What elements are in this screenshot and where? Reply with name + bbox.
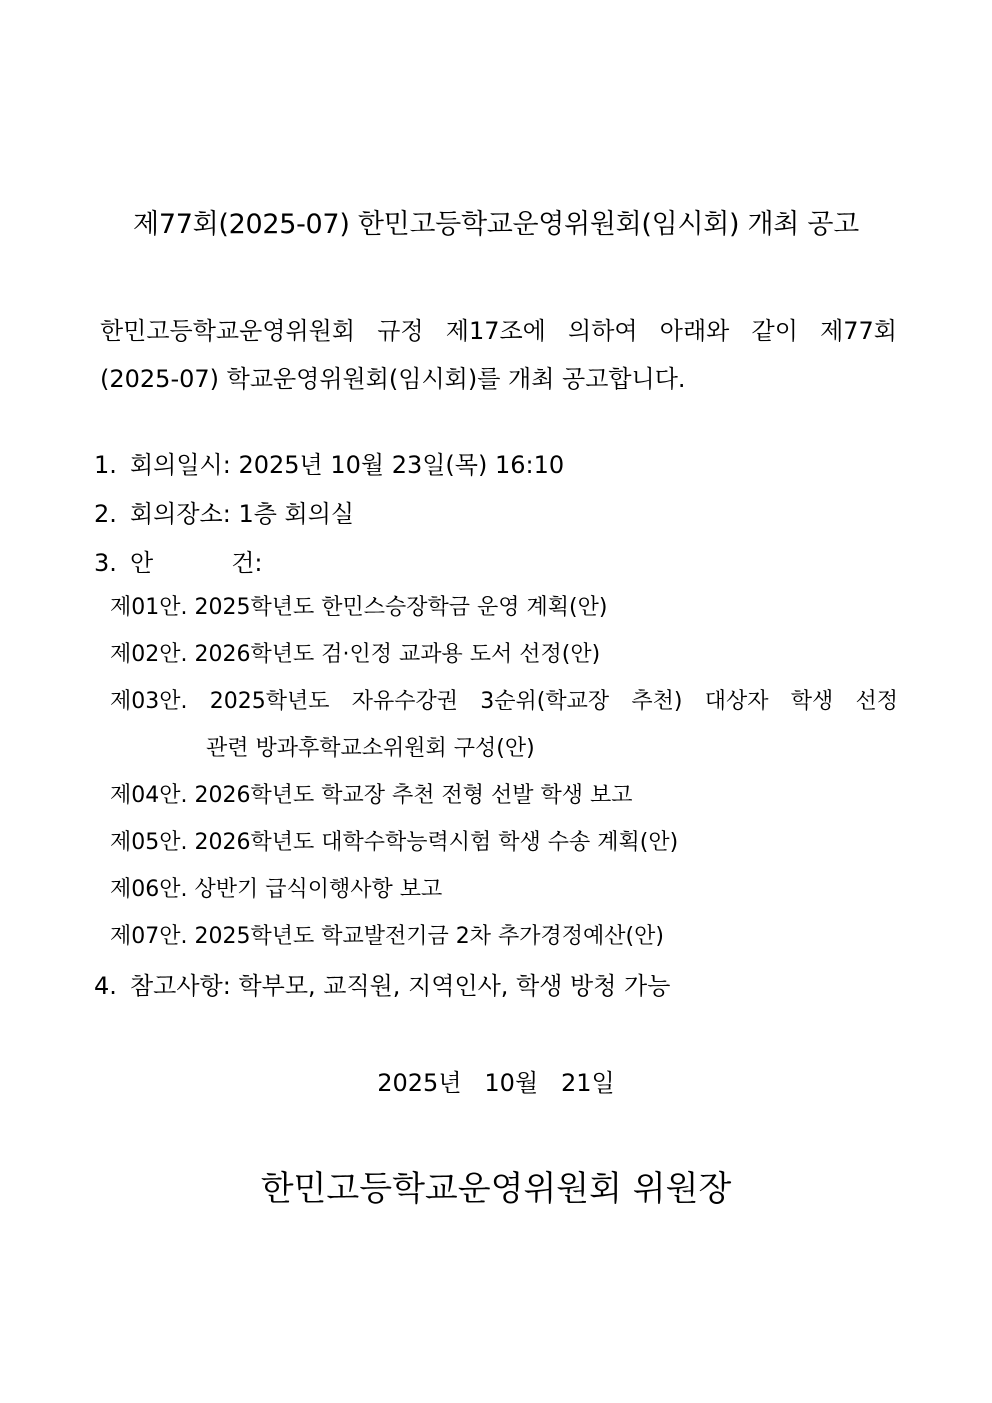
notice-items (94, 445, 899, 1015)
signature-organization-chair: 한민고등학교운영위원회 위원장 (260, 1169, 732, 1209)
agenda-number: 제01안. (110, 595, 188, 620)
agenda-number: 제04안. (110, 783, 188, 808)
agenda-list (110, 590, 899, 966)
agenda-item (110, 919, 899, 966)
intro-line-1: 한민고등학교운영위원회 규정 제17조에 의하여 아래와 같이 제77회 (100, 317, 897, 345)
notice-date: 2025년 10월 21일 (377, 1069, 615, 1097)
agenda-item (110, 825, 899, 872)
item-number: 4. (94, 972, 117, 1000)
agenda-item (110, 637, 899, 684)
intro-line-2: (2025-07) 학교운영위원회(임시회)를 개최 공고합니다. (100, 365, 686, 393)
agenda-item (110, 590, 899, 637)
agenda-item (110, 778, 899, 825)
agenda-word: 선정 (855, 689, 898, 714)
agenda-label-first: 안 (130, 549, 154, 577)
item-text: 회의장소: 1층 회의실 (130, 500, 355, 528)
item-number: 1. (94, 451, 117, 479)
agenda-number: 제03안. (110, 689, 188, 714)
agenda-number: 제07안. (110, 924, 188, 949)
item-text: 회의일시: 2025년 10월 23일(목) 16:10 (130, 451, 565, 479)
item-agenda-heading (94, 543, 899, 592)
intro-paragraph (100, 307, 897, 403)
item-meeting-datetime (94, 445, 899, 494)
agenda-word: 3순위(학교장 (480, 689, 610, 714)
agenda-text-line-1 (110, 684, 898, 720)
agenda-word: 2025학년도 (209, 689, 330, 714)
agenda-item (110, 684, 899, 767)
agenda-text: 2026학년도 학교장 추천 전형 선발 학생 보고 (194, 783, 633, 808)
item-number: 2. (94, 500, 117, 528)
agenda-label-second: 건: (231, 549, 263, 577)
agenda-word: 추천) (631, 689, 683, 714)
item-text: 참고사항: 학부모, 교직원, 지역인사, 학생 방청 가능 (130, 972, 671, 1000)
page-title: 제77회(2025-07) 한민고등학교운영위원회(임시회) 개최 공고 (133, 209, 859, 240)
item-meeting-place (94, 494, 899, 543)
agenda-text-line-2: 관련 방과후학교소위원회 구성(안) (206, 736, 535, 761)
agenda-word: 학생 (790, 689, 834, 714)
agenda-text: 2026학년도 대학수학능력시험 학생 수송 계획(안) (194, 830, 679, 855)
agenda-number: 제06안. (110, 877, 188, 902)
item-number: 3. (94, 549, 117, 577)
agenda-text: 2025학년도 학교발전기금 2차 추가경정예산(안) (194, 924, 664, 949)
agenda-item (110, 872, 899, 919)
agenda-text: 2025학년도 한민스승장학금 운영 계획(안) (194, 595, 608, 620)
agenda-number: 제02안. (110, 642, 188, 667)
agenda-word: 대상자 (704, 689, 769, 714)
agenda-text: 상반기 급식이행사항 보고 (194, 877, 443, 902)
item-notes (94, 966, 899, 1015)
agenda-word: 자유수강권 (351, 689, 459, 714)
agenda-number: 제05안. (110, 830, 188, 855)
agenda-text: 2026학년도 검·인정 교과용 도서 선정(안) (194, 642, 601, 667)
